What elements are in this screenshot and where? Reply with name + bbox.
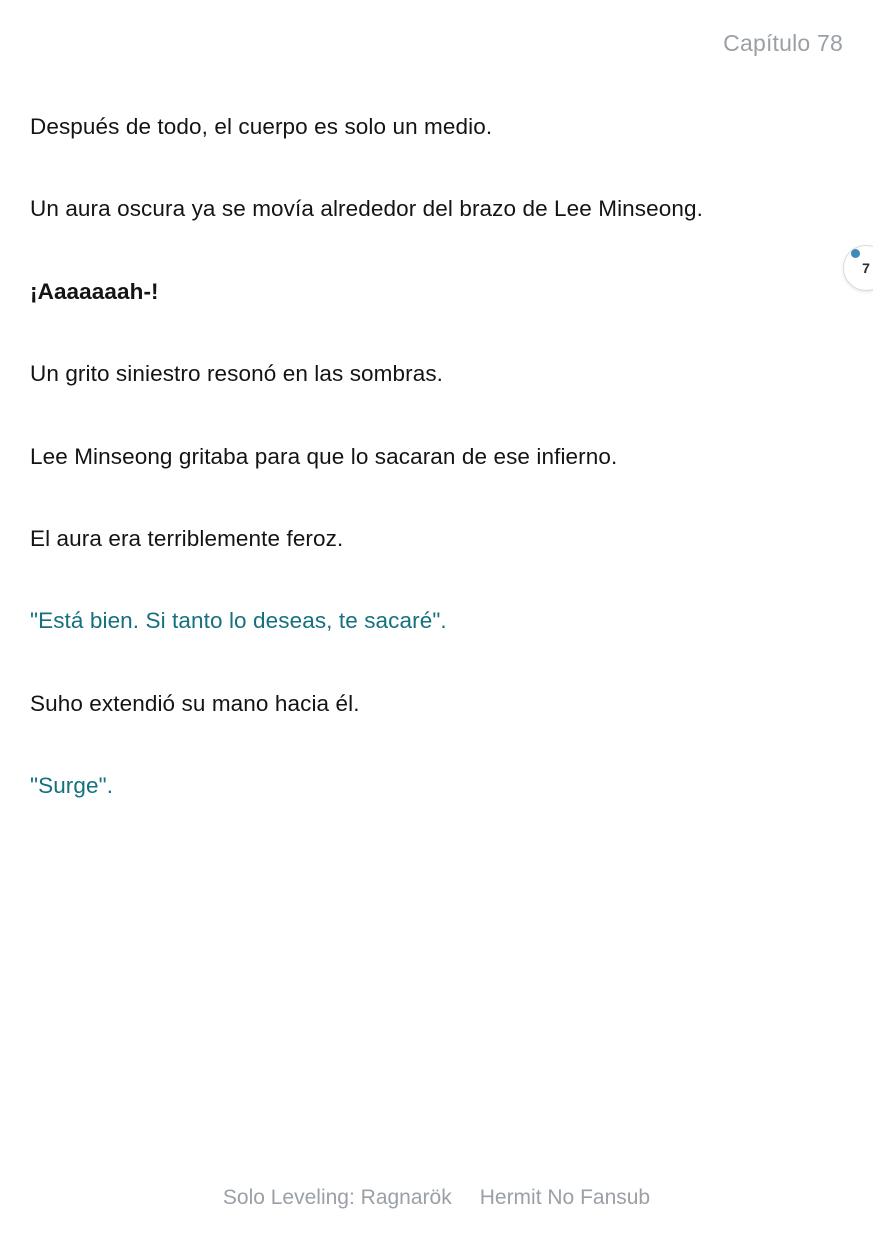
- page-footer: [0, 1186, 873, 1210]
- footer-group-name: Hermit No Fansub: [479, 1186, 651, 1209]
- paragraph: ¡Aaaaaaah-!: [30, 278, 159, 304]
- bookmark-dot-icon: [851, 249, 860, 258]
- paragraph: Lee Minseong gritaba para que lo sacaran de ese infierno.: [30, 443, 618, 469]
- chapter-body: [30, 112, 750, 853]
- page-number-badge[interactable]: [843, 245, 873, 291]
- footer-series-title: Solo Leveling: Ragnarök: [222, 1186, 452, 1209]
- paragraph: Un grito siniestro resonó en las sombras.: [30, 361, 444, 387]
- chapter-label: Capítulo 78: [723, 30, 843, 56]
- paragraph: Después de todo, el cuerpo es solo un medio.: [30, 114, 493, 139]
- paragraph: "Surge".: [30, 773, 114, 798]
- paragraph: El aura era terriblemente feroz.: [30, 525, 344, 551]
- paragraph: Un aura oscura ya se movía alrededor del brazo de Lee Minseong.: [30, 196, 703, 222]
- paragraph: Suho extendió su mano hacia él.: [30, 690, 360, 716]
- paragraph: "Está bien. Si tanto lo deseas, te sacaré".: [30, 608, 447, 634]
- page-number: 7: [862, 260, 870, 276]
